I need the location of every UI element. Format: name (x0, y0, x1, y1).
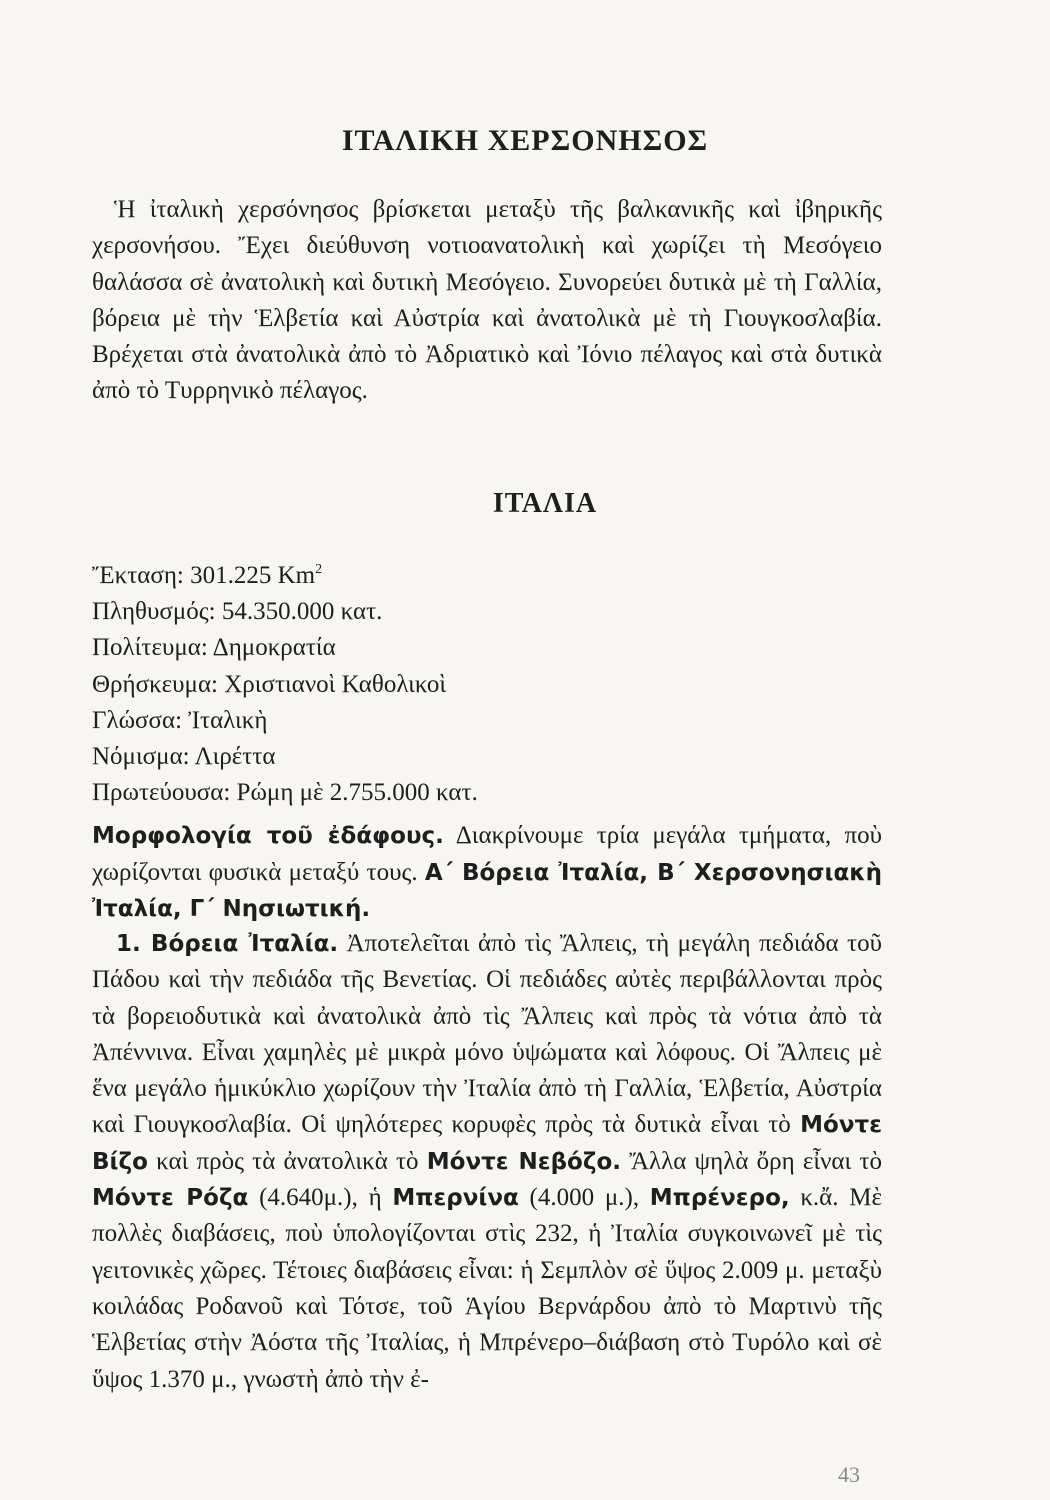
monte-rosa: Μόντε Ρόζα (92, 1185, 249, 1212)
fact-religion: Θρήσκευμα: Χριστιανοὶ Καθολικοὶ (92, 670, 447, 698)
north-text-3: Ἄλλα ψηλὰ ὄρη εἶναι τὸ (621, 1147, 882, 1175)
brenner: Μπρένερο, (649, 1185, 790, 1212)
fact-government: Πολίτευμα: Δημοκρατία (92, 634, 336, 662)
north-italy-paragraph (92, 926, 882, 1398)
north-italy-heading: 1. Βόρεια Ἰταλία. (116, 931, 339, 957)
fact-area-text: Ἔκταση: 301.225 Km (92, 562, 316, 589)
country-heading: ΙΤΑΛΙΑ (492, 488, 598, 519)
intro-paragraph: Ἡ ἰταλικὴ χερσόνησος βρίσκεται μεταξὺ τῆς βαλκανικῆς καὶ ἰβηρικῆς χερσονήσου. Ἔχει διεύθυνση νοτιοανατολικὴ καὶ χωρίζει τὴ Μεσόγειο θαλάσσα σὲ ἀνατολικὴ καὶ δυτικὴ Μεσόγειο. Συνορεύει δυτικὰ μὲ τὴ Γαλλία, βόρεια μὲ τὴν Ἑλβετία καὶ Αὐστρία καὶ ἀνατολικὰ μὲ τὴ Γιουγκοσλαβία. Βρέχεται στὰ ἀνατολικὰ ἀπὸ τὸ Ἀδριατικὸ καὶ Ἰόνιο πέλαγος καὶ στὰ δυτικὰ ἀπὸ τὸ Τυρρηνικὸ πέλαγος. (92, 196, 882, 405)
monte-nevoso: Μόντε Νεβόζο. (426, 1148, 621, 1175)
morphology-heading: Μορφολογία τοῦ ἐδάφους. (92, 823, 444, 849)
north-text-6: κ.ἄ. Μὲ πολλὲς διαβάσεις, ποὺ ὑπολογίζονται στὶς 232, ἡ Ἰταλία συγκοινωνεῖ μὲ τὶς γειτονικὲς χῶρες. Τέτοιες διαβάσεις εἶναι: ἡ Σεμπλὸν σὲ ὕψος 2.009 μ. μεταξὺ κοιλάδας Ροδανοῦ καὶ Τότσε, τοῦ Ἁγίου Βερνάρδου ἀπὸ τὸ Μαρτινὺ τῆς Ἑλβετίας στὴν Ἀόστα τῆς Ἰταλίας, ἡ Μπρένερο–διάβαση στὸ Τυρόλο καὶ σὲ ὕψος 1.370 μ., γνωστὴ ἀπὸ τὴν ἐ- (92, 1184, 882, 1393)
fact-currency: Νόμισμα: Λιρέττα (92, 743, 276, 771)
monte-viso: Μόντε Βίζο (92, 1112, 882, 1175)
page-number: 43 (838, 1462, 860, 1487)
north-text-5: (4.000 μ.), (518, 1184, 650, 1212)
fact-population: Πληθυσμός: 54.350.000 κατ. (92, 598, 383, 626)
fact-language: Γλώσσα: Ἰταλικὴ (92, 706, 268, 734)
morphology-paragraph (92, 818, 882, 928)
north-text-4: (4.640μ.), ἡ (248, 1184, 393, 1212)
page-title: ΙΤΑΛΙΚΗ ΧΕΡΣΟΝΗΣΟΣ (341, 124, 709, 157)
fact-area (92, 558, 478, 594)
bernina: Μπερνίνα (392, 1185, 519, 1212)
morphology-parts: Α΄ Βόρεια Ἰταλία, Β΄ Χερσονησιακὴ Ἰταλία, Γ΄ Νησιωτική. (92, 859, 883, 922)
fact-area-superscript: 2 (315, 562, 323, 577)
north-text-2: καὶ πρὸς τὰ ἀνατολικὰ τὸ (147, 1147, 427, 1175)
north-text-1: Ἀποτελεῖται ἀπὸ τὶς Ἄλπεις, τὴ μεγάλη πεδιάδα τοῦ Πάδου καὶ τὴν πεδιάδα τῆς Βενετίας. Οἱ πεδιάδες αὐτὲς περιβάλλονται πρὸς τὰ βορειοδυτικὰ καὶ ἀνατολικὰ ἀπὸ τὶς Ἄλπεις καὶ πρὸς τὰ νότια ἀπὸ τὰ Ἀπέννινα. Εἶναι χαμηλὲς μὲ μικρὰ μόνο ὑψώματα καὶ λόφους. Οἱ Ἄλπεις μὲ ἕνα μεγάλο ἡμικύκλιο χωρίζουν τὴν Ἰταλία ἀπὸ τὴ Γαλλία, Ἑλβετία, Αὐστρία καὶ Γιουγκοσλαβία. Οἱ ψηλότερες κορυφὲς πρὸς τὰ δυτικὰ εἶναι τὸ (92, 930, 882, 1139)
country-facts (92, 558, 478, 811)
fact-capital: Πρωτεύουσα: Ρώμη μὲ 2.755.000 κατ. (92, 779, 478, 807)
morphology-text: Διακρίνουμε τρία μεγάλα τμήματα, ποὺ χωρίζονται φυσικὰ μεταξύ τους. (92, 822, 883, 886)
